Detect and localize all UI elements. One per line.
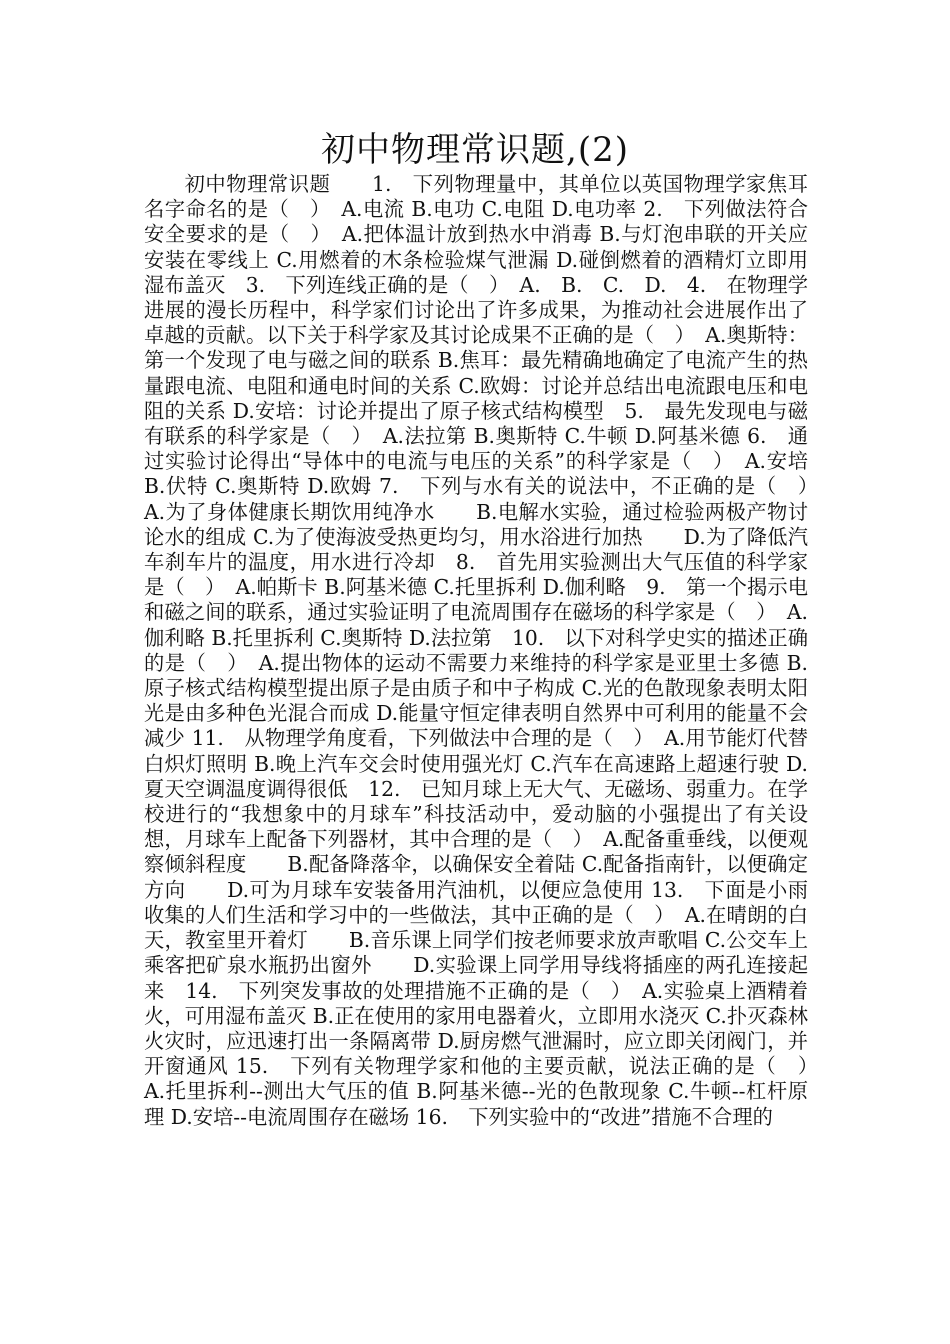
page-title: 初中物理常识题,(2) [321,130,629,170]
body-paragraph: 初中物理常识题 1. 下列物理量中，其单位以英国物理学家焦耳名字命名的是（ ） A.电流 B.电功 C.电阻 D.电功率 2. 下列做法符合安全要求的是（ ） A.把体温计放到热水中消毒 B.与灯泡串联的开关应安装在零线上 C.用燃着的木条检验煤气泄漏 D.碰倒燃着的酒精灯立即用湿布盖灭 3. 下列连线正确的是（ ） A. B. C. D. 4. 在物理学进展的漫长历程中，科学家们讨论出了许多成果，为推动社会进展作出了卓越的贡献。以下关于科学家及其讨论成果不正确的是（ ） A.奥斯特：第一个发现了电与磁之间的联系 B.焦耳：最先精确地确定了电流产生的热量跟电流、电阻和通电时间的关系 C.欧姆：讨论并总结出电流跟电压和电阻的关系 D.安培：讨论并提出了原子核式结构模型 5. 最先发现电与磁有联系的科学家是（ ） A.法拉第 B.奥斯特 C.牛顿 D.阿基米德 6. 通过实验讨论得出“导体中的电流与电压的关系”的科学家是（ ） A.安培 B.伏特 C.奥斯特 D.欧姆 7. 下列与水有关的说法中，不正确的是（ ） A.为了身体健康长期饮用纯净水 B.电解水实验，通过检验两极产物讨论水的组成 C.为了使海波受热更均匀，用水浴进行加热 D.为了降低汽车刹车片的温度，用水进行冷却 8. 首先用实验测出大气压值的科学家是（ ） A.帕斯卡 B.阿基米德 C.托里拆利 D.伽利略 9. 第一个揭示电和磁之间的联系，通过实验证明了电流周围存在磁场的科学家是（ ） A.伽利略 B.托里拆利 C.奥斯特 D.法拉第 10. 以下对科学史实的描述正确的是（ ） A.提出物体的运动不需要力来维持的科学家是亚里士多德 B.原子核式结构模型提出原子是由质子和中子构成 C.光的色散现象表明太阳光是由多种色光混合而成 D.能量守恒定律表明自然界中可利用的能量不会减少 11. 从物理学角度看，下列做法中合理的是（ ） A.用节能灯代替白炽灯照明 B.晚上汽车交会时使用强光灯 C.汽车在高速路上超速行驶 D.夏天空调温度调得很低 12. 已知月球上无大气、无磁场、弱重力。在学校进行的“我想象中的月球车”科技活动中，爱动脑的小强提出了有关设想，月球车上配备下列器材，其中合理的是（ ） A.配备重垂线，以便观察倾斜程度 B.配备降落伞，以确保安全着陆 C.配备指南针，以便确定方向 D.可为月球车安装备用汽油机，以便应急使用 13. 下面是小雨收集的人们生活和学习中的一些做法，其中正确的是（ ） A.在晴朗的白天，教室里开着灯 B.音乐课上同学们按老师要求放声歌唱 C.公交车上乘客把矿泉水瓶扔出窗外 D.实验课上同学用导线将插座的两孔连接起来 14. 下列突发事故的处理措施不正确的是（ ） A.实验桌上酒精着火，可用湿布盖灭 B.正在使用的家用电器着火，立即用水浇灭 C.扑灭森林火灾时，应迅速打出一条隔离带 D.厨房燃气泄漏时，应立即关闭阀门，并开窗通风 15. 下列有关物理学家和他的主要贡献，说法正确的是（ ） A.托里拆利--测出大气压的值 B.阿基米德--光的色散现象 C.牛顿--杠杆原理 D.安培--电流周围存在磁场 16. 下列实验中的“改进”措施不合理的 [144,172,829,1129]
